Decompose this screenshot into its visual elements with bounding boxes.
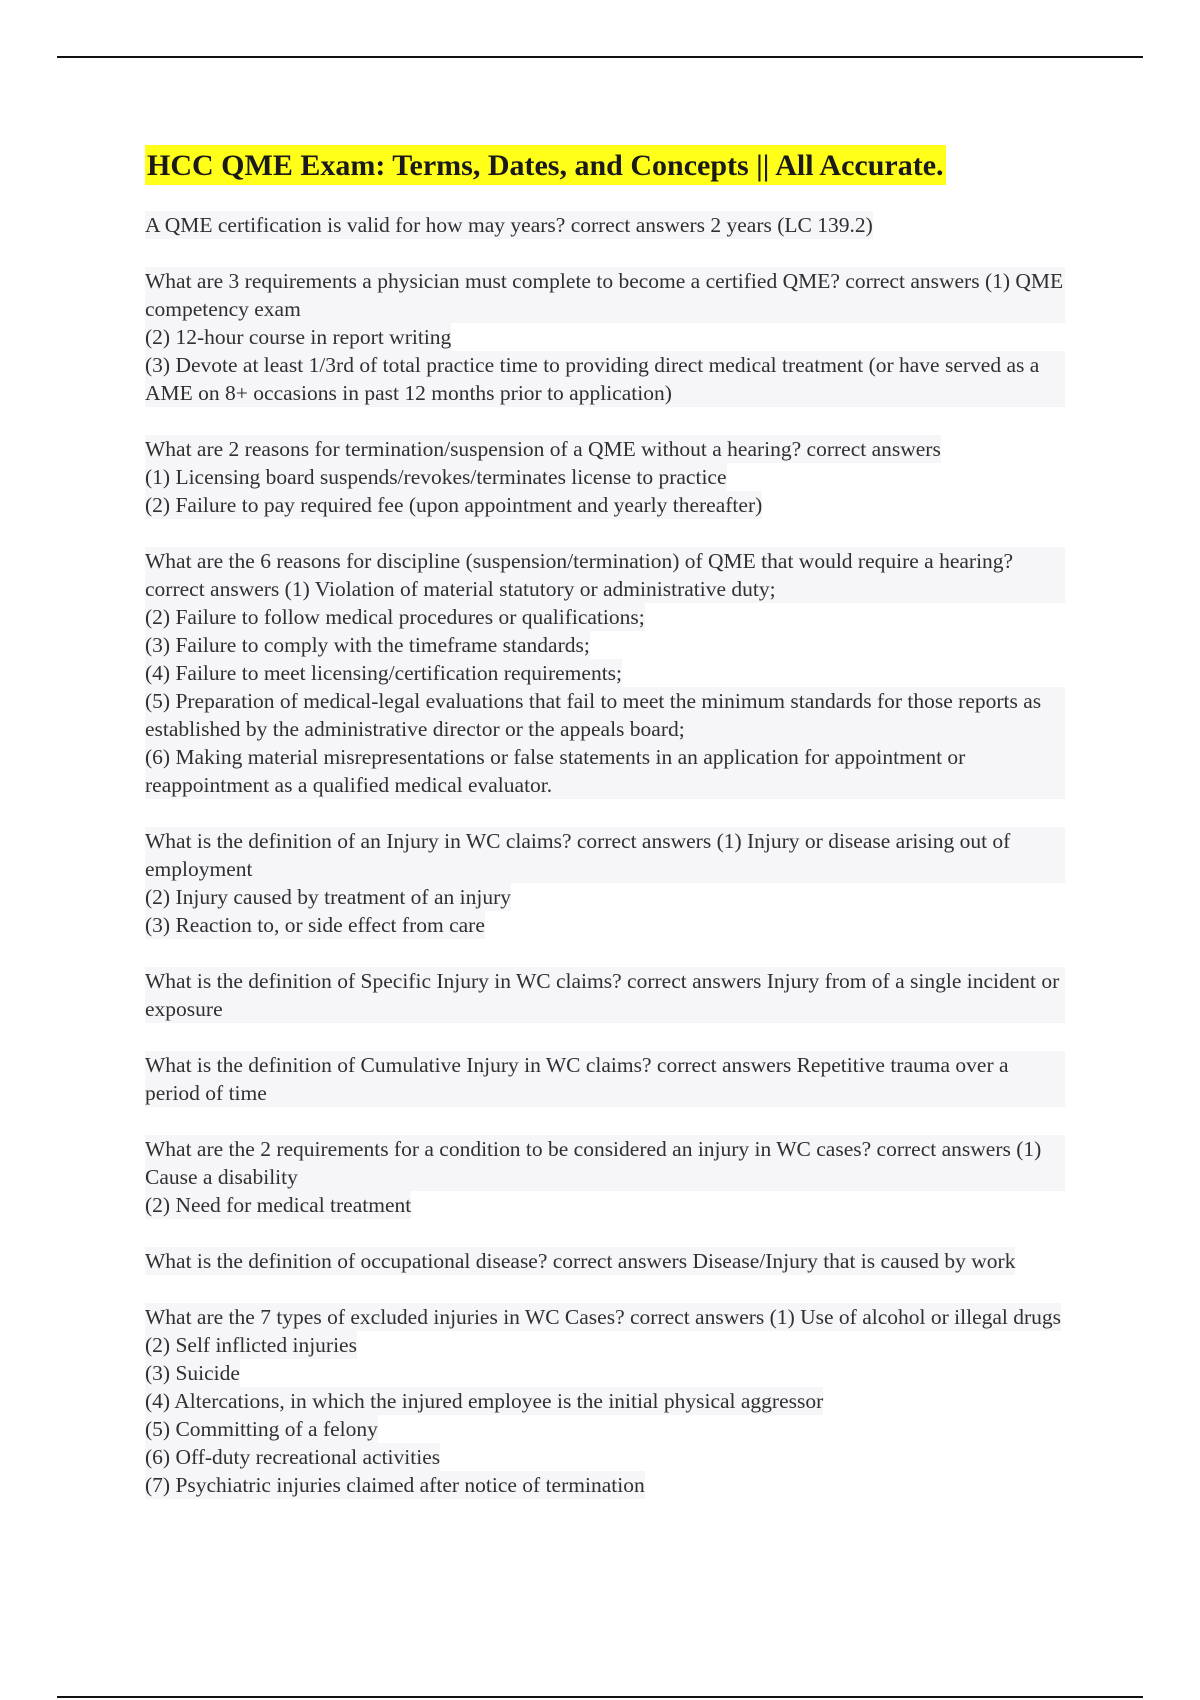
answer-line: (6) Making material misrepresentations or false statements in an application for appointment or reappointment as a qualified medical evaluator. bbox=[145, 743, 1065, 799]
qa-entry-2 bbox=[145, 267, 1065, 407]
answer-line: (1) Licensing board suspends/revokes/terminates license to practice bbox=[145, 465, 727, 489]
question-line: What are the 7 types of excluded injuries in WC Cases? correct answers (1) Use of alcohol or illegal drugs bbox=[145, 1305, 1062, 1329]
answer-line: (2) Failure to follow medical procedures or qualifications; bbox=[145, 605, 645, 629]
answer-line: (2) Need for medical treatment bbox=[145, 1193, 412, 1217]
answer-line: (3) Failure to comply with the timeframe standards; bbox=[145, 633, 590, 657]
qa-entry-3 bbox=[145, 435, 1065, 519]
answer-line: (6) Off-duty recreational activities bbox=[145, 1445, 441, 1469]
answer-line: (2) 12-hour course in report writing bbox=[145, 325, 452, 349]
answer-line: (2) Self inflicted injuries bbox=[145, 1333, 357, 1357]
question-line: What is the definition of Specific Injury in WC claims? correct answers Injury from of a single incident or exposure bbox=[145, 967, 1065, 1023]
answer-line: (3) Reaction to, or side effect from care bbox=[145, 913, 485, 937]
question-line: A QME certification is valid for how may years? correct answers 2 years (LC 139.2) bbox=[145, 213, 873, 237]
qa-entry-5 bbox=[145, 827, 1065, 939]
header-rule bbox=[57, 56, 1143, 58]
qa-entry-10 bbox=[145, 1303, 1065, 1499]
answer-line: (5) Committing of a felony bbox=[145, 1417, 378, 1441]
question-line: What are the 2 requirements for a condition to be considered an injury in WC cases? correct answers (1) Cause a disability bbox=[145, 1135, 1065, 1191]
question-line: What are 3 requirements a physician must complete to become a certified QME? correct answers (1) QME competency exam bbox=[145, 269, 1064, 321]
answer-line: (2) Failure to pay required fee (upon appointment and yearly thereafter) bbox=[145, 493, 763, 517]
question-line: What are 2 reasons for termination/suspension of a QME without a hearing? correct answers bbox=[145, 437, 941, 461]
question-line: What is the definition of an Injury in WC claims? correct answers (1) Injury or disease arising out of employment bbox=[145, 827, 1065, 883]
answer-line: (3) Devote at least 1/3rd of total practice time to providing direct medical treatment (or have served as a AME on 8+ occasions in past 12 months prior to application) bbox=[145, 351, 1065, 407]
qa-entry-8 bbox=[145, 1135, 1065, 1219]
document-title: HCC QME Exam: Terms, Dates, and Concepts || All Accurate. bbox=[145, 145, 946, 185]
answer-line: (5) Preparation of medical-legal evaluations that fail to meet the minimum standards for those reports as established by the administrative director or the appeals board; bbox=[145, 687, 1065, 743]
document-body bbox=[145, 145, 1065, 1527]
question-line: What is the definition of Cumulative Injury in WC claims? correct answers Repetitive trauma over a period of time bbox=[145, 1051, 1065, 1107]
answer-line: (7) Psychiatric injuries claimed after notice of termination bbox=[145, 1473, 645, 1497]
qa-entry-6 bbox=[145, 967, 1065, 1023]
qa-entry-1 bbox=[145, 211, 1065, 239]
answer-line: (4) Altercations, in which the injured employee is the initial physical aggressor bbox=[145, 1389, 824, 1413]
qa-entry-9 bbox=[145, 1247, 1065, 1275]
answer-line: (3) Suicide bbox=[145, 1361, 240, 1385]
question-line: What are the 6 reasons for discipline (suspension/termination) of QME that would require a hearing? correct answers (1) Violation of material statutory or administrative duty; bbox=[145, 547, 1065, 603]
footer-rule bbox=[57, 1696, 1143, 1698]
answer-line: (2) Injury caused by treatment of an injury bbox=[145, 885, 511, 909]
question-line: What is the definition of occupational disease? correct answers Disease/Injury that is caused by work bbox=[145, 1249, 1016, 1273]
qa-entry-7 bbox=[145, 1051, 1065, 1107]
qa-entry-4 bbox=[145, 547, 1065, 799]
answer-line: (4) Failure to meet licensing/certification requirements; bbox=[145, 661, 623, 685]
